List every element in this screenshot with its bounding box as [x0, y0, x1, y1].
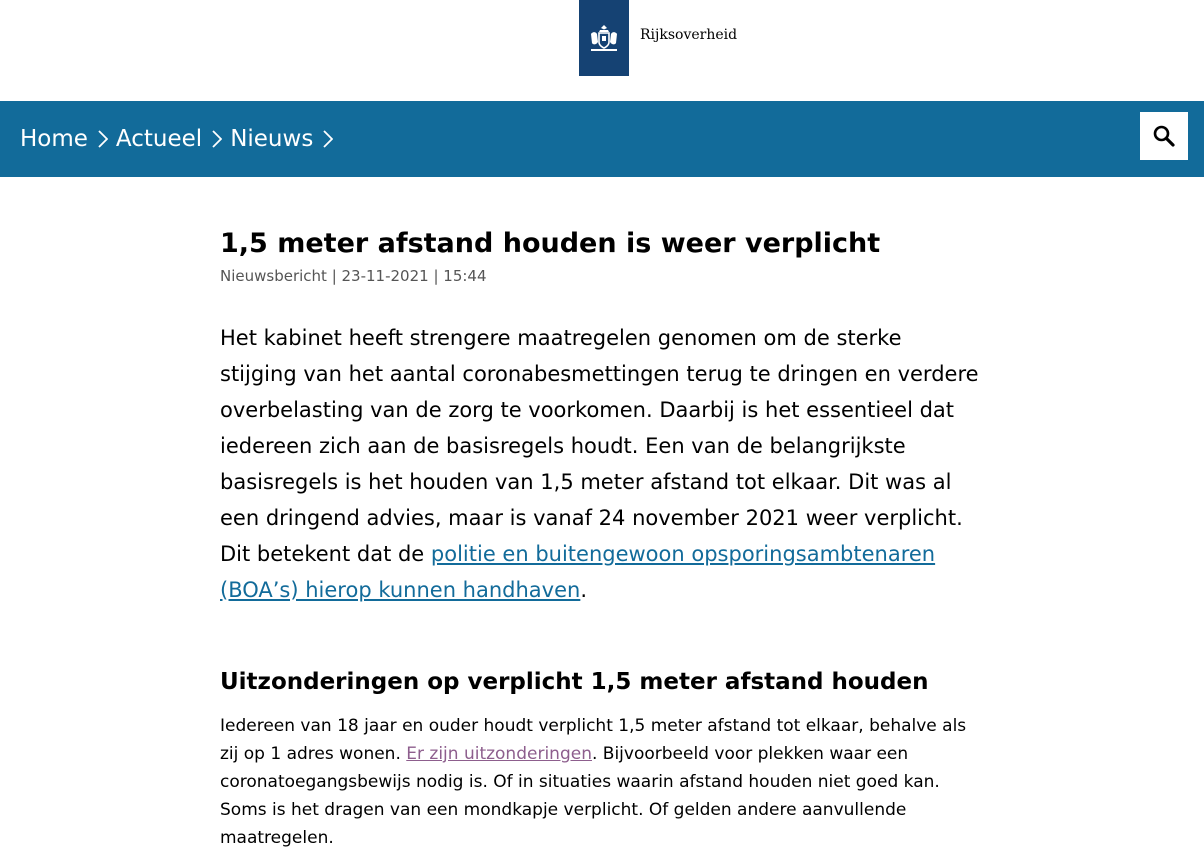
body-text-end: . Bijvoorbeeld voor plekken waar een coronatoegangsbewijs nodig is. Of in situaties waarin afstand houden niet goed kan. Soms is het dragen van een mondkapje verplicht. Of gelden andere aanvullende maatregelen. [220, 744, 940, 848]
body-text: Iedereen van 18 jaar en ouder houdt verplicht 1,5 meter afstand tot elkaar, behalve als zij op 1 adres wonen. [220, 716, 967, 764]
coat-of-arms-icon [587, 22, 621, 56]
logo-link[interactable] [579, 0, 629, 76]
breadcrumb-bar [0, 101, 1204, 177]
search-button[interactable] [1140, 112, 1188, 160]
exceptions-link[interactable]: Er zijn uitzonderingen [406, 744, 592, 764]
breadcrumb-nieuws[interactable]: Nieuws [230, 126, 314, 152]
chevron-right-icon [98, 130, 108, 148]
search-icon [1153, 125, 1175, 147]
article [220, 222, 982, 852]
lead-paragraph [220, 320, 982, 608]
logo-text: Rijksoverheid [640, 27, 738, 43]
lead-text: Het kabinet heeft strengere maatregelen genomen om de sterke stijging van het aantal coronabesmettingen terug te dringen en verdere overbelasting van de zorg te voorkomen. Daarbij is het essentieel dat iedereen zich aan de basisregels houdt. Een van de belangrijkste basisregels is het houden van 1,5 meter afstand tot elkaar. Dit was al een dringend advies, maar is vanaf 24 november 2021 weer verplicht. Dit betekent dat de [220, 326, 979, 566]
breadcrumb-actueel[interactable]: Actueel [115, 126, 203, 152]
body-paragraph [220, 712, 982, 852]
site-header [0, 0, 1204, 101]
breadcrumb-home[interactable]: Home [20, 126, 88, 152]
chevron-right-icon [212, 130, 222, 148]
section-heading: Uitzonderingen op verplicht 1,5 meter afstand houden [220, 669, 929, 695]
police-boa-link[interactable]: politie en buitengewoon opsporingsambtenaren (BOA’s) hierop kunnen handhaven [220, 542, 936, 602]
lead-text-end: . [580, 578, 588, 602]
page-title: 1,5 meter afstand houden is weer verplicht [220, 228, 881, 259]
article-meta: Nieuwsbericht | 23-11-2021 | 15:44 [220, 267, 487, 285]
chevron-right-icon [323, 130, 333, 148]
breadcrumb [20, 101, 341, 177]
